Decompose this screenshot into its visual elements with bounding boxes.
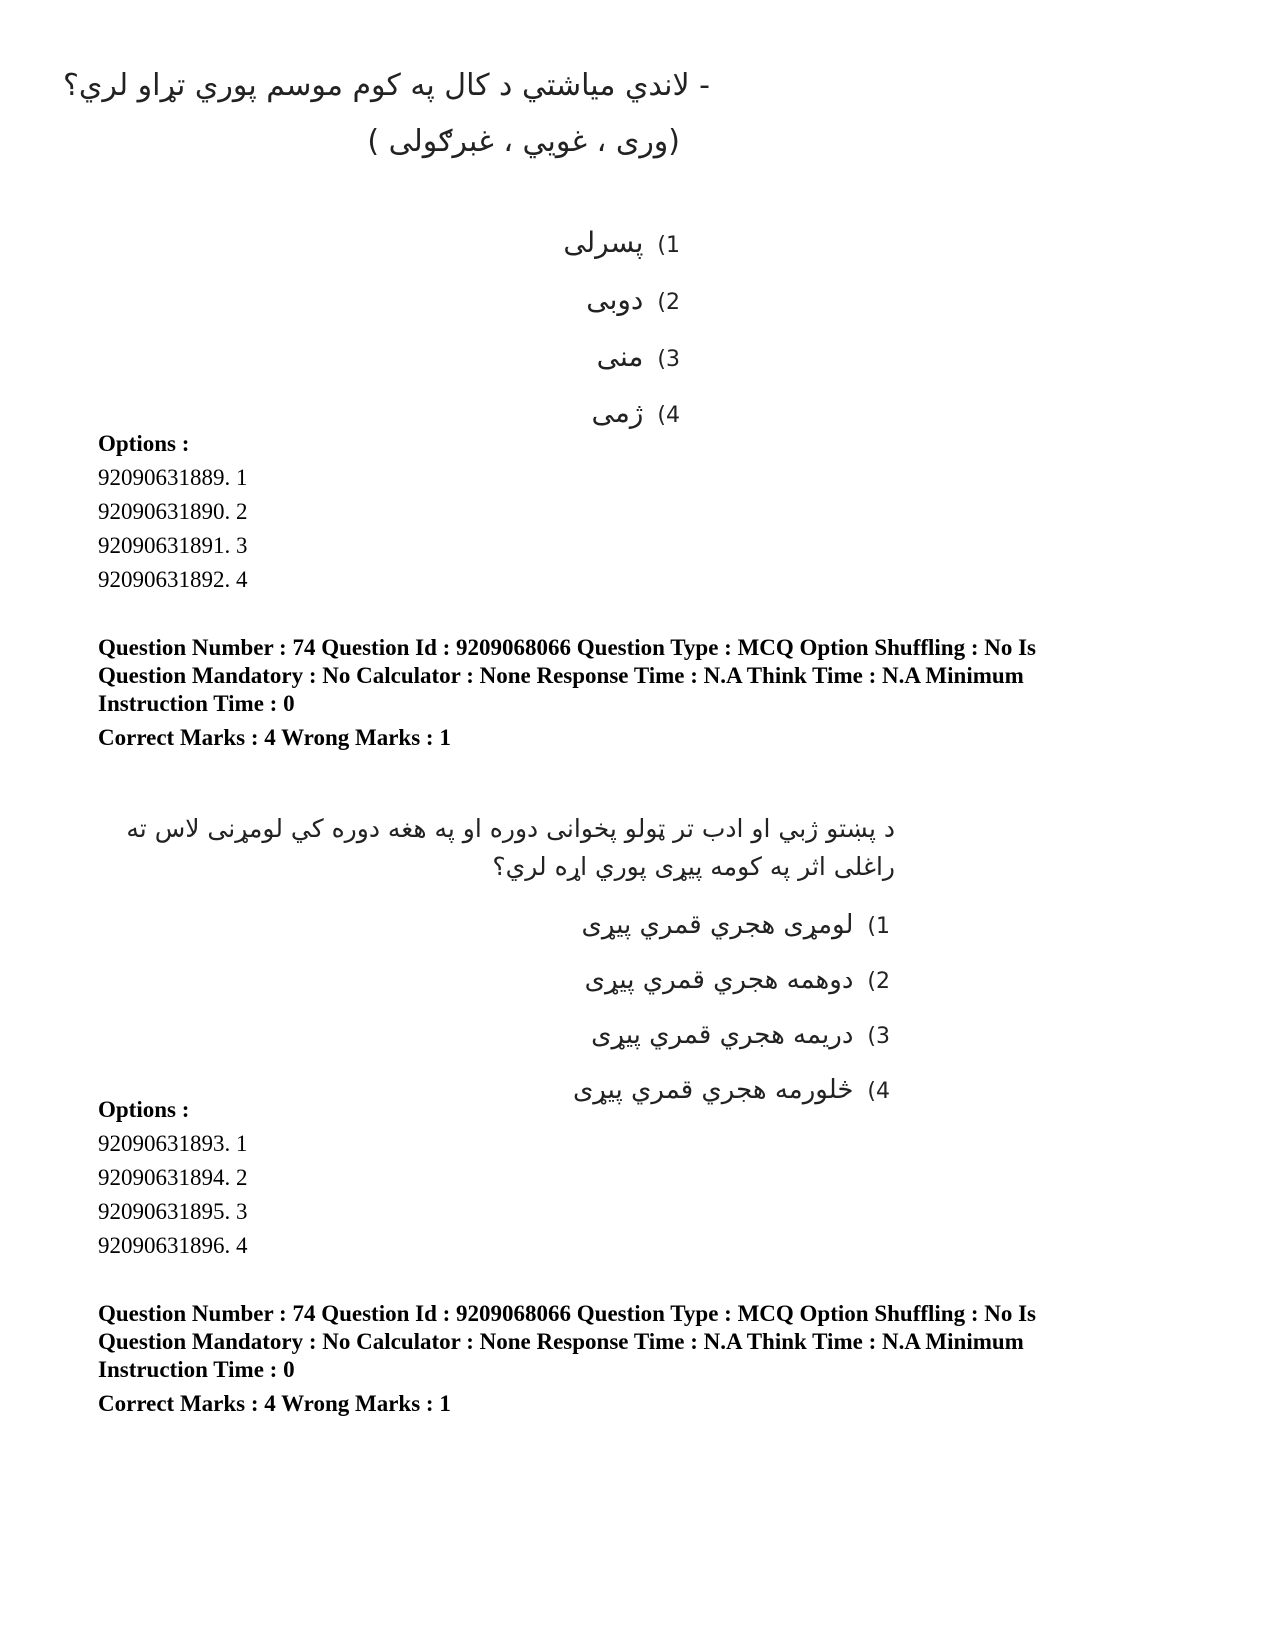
option-number: 2): [867, 969, 890, 994]
option-id-row: 92090631891. 3: [98, 533, 248, 558]
metadata-line: Question Mandatory : No Calculator : None Response Time : N.A Think Time : N.A Minimum: [98, 1329, 1024, 1354]
question-stem-line-2: راغلى اثر په کومه پيړى پوري اړه لري؟: [492, 852, 895, 881]
option-text: دريمه هجري قمري پيړى: [591, 1020, 854, 1050]
option-id-row: 92090631890. 2: [98, 499, 248, 524]
question-metadata-2: [98, 1300, 1188, 1418]
metadata-line: Instruction Time : 0: [98, 1357, 295, 1382]
question-option-2: [585, 965, 890, 995]
question-option-1: [582, 910, 891, 940]
option-id-row: 92090631895. 3: [98, 1199, 248, 1224]
option-number: 3): [867, 1024, 890, 1049]
marks-line: Correct Marks : 4 Wrong Marks : 1: [98, 725, 451, 750]
question-metadata-1: [98, 634, 1188, 752]
metadata-line: Question Mandatory : No Calculator : None Response Time : N.A Think Time : N.A Minimum: [98, 663, 1024, 688]
option-id-row: 92090631893. 1: [98, 1131, 248, 1156]
question-stem-line-1: د پښتو ژبي او ادب تر ټولو پخوانى دوره او په هغه دوره کي لومړنى لاس ته: [126, 814, 895, 843]
option-text: پسرلى: [563, 226, 644, 259]
question-image-1: [62, 58, 710, 443]
option-text: دوبى: [586, 283, 644, 316]
metadata-line: Instruction Time : 0: [98, 691, 295, 716]
option-text: څلورمه هجري قمري پيړى: [572, 1075, 854, 1105]
option-text: منى: [596, 340, 644, 373]
option-number: 4): [867, 1079, 890, 1104]
question-stem-line-1: - لاندي مياشتي د کال په کوم موسم پوري تړاو لري؟: [62, 68, 710, 103]
question-option-3: [591, 1020, 890, 1050]
question-image-2: [100, 808, 900, 1133]
option-number: 2): [657, 290, 680, 315]
options-heading: Options :: [98, 431, 190, 456]
option-id-row: 92090631889. 1: [98, 465, 248, 490]
option-number: 3): [657, 347, 680, 372]
option-id-row: 92090631896. 4: [98, 1233, 248, 1258]
option-id-row: 92090631892. 4: [98, 567, 248, 592]
option-id-row: 92090631894. 2: [98, 1165, 248, 1190]
question-option-3: [597, 340, 680, 373]
option-number: 1): [867, 914, 890, 939]
question-option-4: [592, 396, 680, 429]
option-number: 4): [657, 403, 680, 428]
option-text: دوهمه هجري قمري پيړى: [584, 965, 854, 995]
option-text: ژمى: [591, 396, 644, 429]
option-number: 1): [657, 233, 680, 258]
question-option-1: [563, 226, 680, 259]
options-heading: Options :: [98, 1097, 190, 1122]
options-list-1: [98, 427, 798, 597]
marks-line: Correct Marks : 4 Wrong Marks : 1: [98, 1391, 451, 1416]
option-text: لومړى هجري قمري پيړى: [581, 910, 854, 940]
question-option-2: [586, 283, 680, 316]
metadata-line: Question Number : 74 Question Id : 9209068066 Question Type : MCQ Option Shuffling : No Is: [98, 635, 1037, 660]
metadata-line: Question Number : 74 Question Id : 9209068066 Question Type : MCQ Option Shuffling : No Is: [98, 1301, 1037, 1326]
options-list-2: [98, 1093, 798, 1263]
question-stem-line-2: (ورى ، غويي ، غبرګولى ): [367, 124, 680, 159]
